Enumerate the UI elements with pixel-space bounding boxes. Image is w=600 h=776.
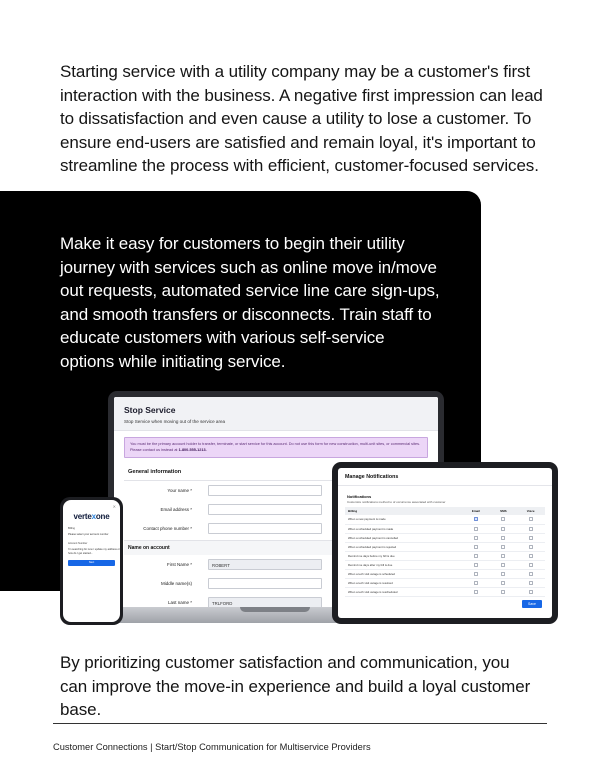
- phone-mockup: [60, 497, 123, 625]
- sms-checkbox[interactable]: [501, 572, 505, 576]
- first-name-input[interactable]: ROBERT: [208, 559, 322, 570]
- table-header-row: [345, 507, 545, 515]
- logo-text-start: verte: [73, 512, 92, 521]
- cell-email: [461, 587, 490, 596]
- laptop-notch: [240, 607, 310, 612]
- middle-name-input[interactable]: [208, 578, 322, 589]
- sms-checkbox[interactable]: [501, 527, 505, 531]
- last-name-input[interactable]: TRLFORD: [208, 597, 322, 607]
- stop-service-subtitle: Stop Service when moving out of the service area: [124, 419, 226, 424]
- phone-screen: [63, 500, 120, 622]
- alert-phone: 1-800-555-1213.: [178, 447, 207, 452]
- table-row: [345, 560, 545, 569]
- cell-sms: [490, 569, 516, 578]
- table-row: [345, 587, 545, 596]
- notification-label: When a tech visit outage is rescheduled: [345, 587, 461, 596]
- table-row: [345, 551, 545, 560]
- notifications-heading: Notifications: [347, 494, 372, 499]
- cell-sms: [490, 587, 516, 596]
- cell-email: [461, 542, 490, 551]
- table-row: [345, 515, 545, 524]
- cell-sms: [490, 542, 516, 551]
- cell-sms: [490, 578, 516, 587]
- cell-email: [461, 569, 490, 578]
- intro-paragraph: Starting service with a utility company may be a customer's first interaction with the business. A negative first impression can lead to dissatisfaction and even cause a utility to lose a customer. To ensure end-users are satisfied and remain loyal, it's important to streamline the process with efficient, customer-focused services.: [60, 62, 543, 175]
- email-checkbox[interactable]: [474, 554, 478, 558]
- notification-label: When a scheduled payment is rejected: [345, 542, 461, 551]
- notifications-card: [345, 490, 545, 597]
- panel-paragraph: Make it easy for customers to begin their utility journey with services such as online move in/move out requests, automated service line care sign-ups, and smooth transfers or disconnects. Train staff to educate customers with various self-service options while initiating service.: [60, 234, 440, 371]
- notification-label: When a scheduled payment is made: [345, 524, 461, 533]
- your-name-input[interactable]: [208, 485, 322, 496]
- cell-voice: [516, 551, 545, 560]
- table-row: [345, 524, 545, 533]
- voice-checkbox[interactable]: [529, 590, 533, 594]
- first-name-label: First Name *: [166, 562, 192, 567]
- sms-checkbox[interactable]: [501, 536, 505, 540]
- phone-input[interactable]: [208, 523, 322, 534]
- email-checkbox[interactable]: [474, 572, 478, 576]
- cell-email: [461, 560, 490, 569]
- cell-email: [461, 515, 490, 524]
- section-name-on-account: Name on account: [124, 540, 428, 555]
- sms-checkbox[interactable]: [501, 581, 505, 585]
- stop-service-title: Stop Service: [124, 405, 176, 415]
- footer-caption: Customer Connections | Start/Stop Communication for Multiservice Providers: [53, 742, 371, 752]
- manage-notifications-title: Manage Notifications: [338, 468, 552, 486]
- logo-x: x: [91, 512, 96, 521]
- tablet-screen: [338, 468, 552, 618]
- voice-checkbox[interactable]: [529, 563, 533, 567]
- sms-checkbox[interactable]: [501, 554, 505, 558]
- cell-sms: [490, 515, 516, 524]
- email-checkbox[interactable]: [474, 517, 478, 521]
- cell-email: [461, 578, 490, 587]
- voice-checkbox[interactable]: [529, 527, 533, 531]
- table-row: [345, 569, 545, 578]
- col-voice: Voice: [516, 507, 545, 515]
- cell-email: [461, 551, 490, 560]
- email-checkbox[interactable]: [474, 527, 478, 531]
- cell-email: [461, 533, 490, 542]
- cell-voice: [516, 560, 545, 569]
- cell-voice: [516, 515, 545, 524]
- email-checkbox[interactable]: [474, 536, 478, 540]
- email-label: Email address *: [160, 507, 192, 512]
- cell-voice: [516, 533, 545, 542]
- tablet-mockup: [332, 462, 558, 624]
- cell-sms: [490, 560, 516, 569]
- save-button[interactable]: Save: [522, 600, 542, 608]
- notification-label: Remind me days after my bill is due: [345, 560, 461, 569]
- table-row: [345, 578, 545, 587]
- last-name-label: Last name *: [167, 600, 192, 605]
- notification-label: When a tech visit outage is scheduled: [345, 569, 461, 578]
- sms-checkbox[interactable]: [501, 545, 505, 549]
- phone-account-number-label: Account Number: [68, 542, 88, 546]
- section-general-info: General information: [124, 464, 428, 481]
- sms-checkbox[interactable]: [501, 590, 505, 594]
- col-sms: SMS: [490, 507, 516, 515]
- notification-label: When a scheduled payment is cancelled: [345, 533, 461, 542]
- table-row: [345, 533, 545, 542]
- cell-voice: [516, 587, 545, 596]
- cell-voice: [516, 542, 545, 551]
- voice-checkbox[interactable]: [529, 545, 533, 549]
- cell-voice: [516, 578, 545, 587]
- middle-name-label: Middle name(s): [160, 581, 192, 586]
- voice-checkbox[interactable]: [529, 517, 533, 521]
- voice-checkbox[interactable]: [529, 554, 533, 558]
- voice-checkbox[interactable]: [529, 572, 533, 576]
- email-checkbox[interactable]: [474, 545, 478, 549]
- voice-checkbox[interactable]: [529, 536, 533, 540]
- phone-billing-label: Billing: [68, 527, 75, 530]
- phone-search-option[interactable]: I'm searching for new / update my address or how do I get started...: [68, 548, 120, 555]
- notification-label: When a new payment is made: [345, 515, 461, 524]
- closing-paragraph: By prioritizing customer satisfaction and communication, you can improve the move-in experience and build a loyal customer base.: [60, 653, 531, 719]
- col-email: Email: [461, 507, 490, 515]
- notifications-table: [345, 507, 545, 597]
- cell-sms: [490, 533, 516, 542]
- sms-checkbox[interactable]: [501, 517, 505, 521]
- cell-voice: [516, 524, 545, 533]
- voice-checkbox[interactable]: [529, 581, 533, 585]
- email-checkbox[interactable]: [474, 581, 478, 585]
- logo-text-end: one: [95, 512, 110, 521]
- vertexone-logo: [63, 512, 120, 521]
- notifications-description: Customize notifications method to of occurrence associated with customer: [347, 500, 446, 504]
- alert-text: You must be the primary account holder to transfer, terminate, or start service for this account. Do not use this form for new construction, multi-unit sites, or commercial sites. Please contact us instead at: [130, 442, 421, 452]
- your-name-label: Your name *: [167, 488, 192, 493]
- cell-email: [461, 524, 490, 533]
- table-row: [345, 542, 545, 551]
- email-input[interactable]: [208, 504, 322, 515]
- phone-account-option[interactable]: Please select your account number: [68, 533, 109, 536]
- phone-next-button[interactable]: Next: [68, 560, 115, 566]
- cell-sms: [490, 524, 516, 533]
- col-billing: Billing: [345, 507, 461, 515]
- account-holder-alert: [124, 437, 428, 458]
- stop-service-header: [114, 397, 438, 431]
- phone-label: Contact phone number *: [143, 526, 192, 531]
- notification-label: When a tech visit outage is resolved: [345, 578, 461, 587]
- email-checkbox[interactable]: [474, 563, 478, 567]
- cell-sms: [490, 551, 516, 560]
- notifications-table-body: [345, 515, 545, 596]
- close-icon[interactable]: ✕: [112, 504, 116, 509]
- sms-checkbox[interactable]: [501, 563, 505, 567]
- email-checkbox[interactable]: [474, 590, 478, 594]
- footer-divider: [53, 723, 547, 724]
- notification-label: Remind me days before my bill is due: [345, 551, 461, 560]
- cell-voice: [516, 569, 545, 578]
